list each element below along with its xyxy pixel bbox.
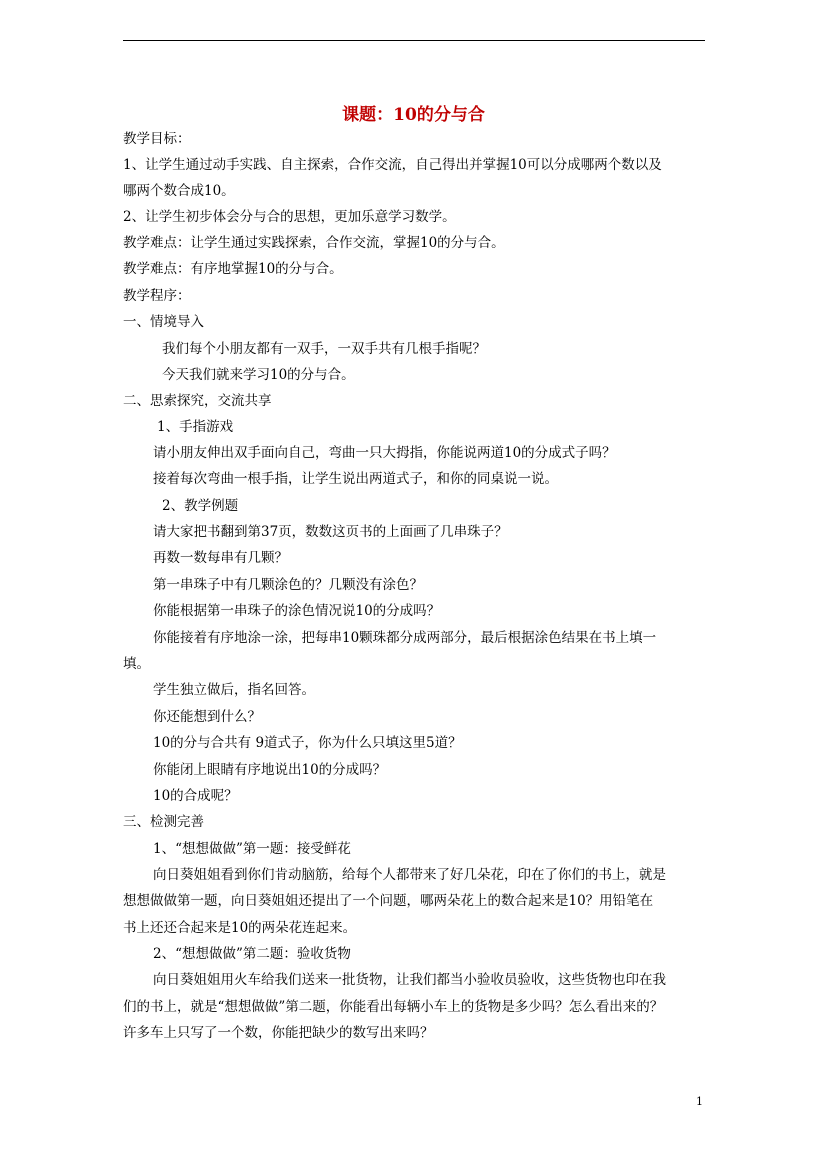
text-line: 我们每个小朋友都有一双手，一双手共有几根手指呢？ bbox=[162, 341, 486, 357]
text-line: 学生独立做后，指名回答。 bbox=[153, 682, 315, 698]
section-heading: 一、情境导入 bbox=[123, 314, 204, 330]
text-line: 填。 bbox=[123, 656, 150, 672]
page-number: 1 bbox=[696, 1095, 703, 1108]
subsection-heading: 1、“想想做做”第一题：接受鲜花 bbox=[153, 841, 351, 857]
text-line: 请大家把书翻到第37页，数数这页书的上面画了几串珠子？ bbox=[153, 524, 508, 540]
text-line: 教学难点：有序地掌握10的分与合。 bbox=[123, 261, 343, 277]
text-line: 哪两个数合成10。 bbox=[123, 183, 235, 199]
text-line: 你能接着有序地涂一涂，把每串10颗珠都分成两部分，最后根据涂色结果在书上填一 bbox=[153, 630, 657, 646]
subsection-heading: 2、教学例题 bbox=[162, 498, 239, 514]
text-line: 第一串珠子中有几颗涂色的？几颗没有涂色？ bbox=[153, 577, 423, 593]
text-line: 教学难点：让学生通过实践探索，合作交流，掌握10的分与合。 bbox=[123, 235, 505, 251]
text-line: 们的书上，就是“想想做做”第二题，你能看出每辆小车上的货物是多少吗？怎么看出来的？ bbox=[123, 999, 664, 1015]
subsection-heading: 1、手指游戏 bbox=[157, 419, 234, 435]
subsection-heading: 2、“想想做做”第二题：验收货物 bbox=[153, 946, 351, 962]
text-line: 1、让学生通过动手实践、自主探索，合作交流，自己得出并掌握10可以分成哪两个数以及 bbox=[123, 157, 662, 173]
text-line: 你能根据第一串珠子的涂色情况说10的分成吗？ bbox=[153, 603, 441, 619]
text-line: 书上还还合起来是10的两朵花连起来。 bbox=[123, 920, 357, 936]
text-line: 你能闭上眼睛有序地说出10的分成吗？ bbox=[153, 762, 387, 778]
section-heading: 二、思索探究，交流共享 bbox=[123, 393, 272, 409]
text-line: 请小朋友伸出双手面向自己，弯曲一只大拇指，你能说两道10的分成式子吗？ bbox=[153, 445, 616, 461]
text-line: 接着每次弯曲一根手指，让学生说出两道式子，和你的同桌说一说。 bbox=[153, 471, 558, 487]
header-rule bbox=[123, 40, 705, 41]
section-heading: 三、检测完善 bbox=[123, 814, 204, 830]
text-line: 2、让学生初步体会分与合的思想，更加乐意学习数学。 bbox=[123, 209, 456, 225]
text-line: 向日葵姐姐看到你们肯动脑筋，给每个人都带来了好几朵花，印在了你们的书上，就是 bbox=[153, 867, 666, 883]
text-line: 你还能想到什么？ bbox=[153, 709, 261, 725]
text-line: 今天我们就来学习10的分与合。 bbox=[162, 367, 355, 383]
text-line: 10的分与合共有 9道式子，你为什么只填这里5道？ bbox=[153, 735, 462, 751]
text-line: 10的合成呢？ bbox=[153, 788, 238, 804]
text-line: 教学目标： bbox=[123, 131, 191, 147]
text-line: 想想做做第一题，向日葵姐姐还提出了一个问题，哪两朵花上的数合起来是10？用铅笔在 bbox=[123, 893, 654, 909]
lesson-title: 课题：10的分与合 bbox=[342, 105, 485, 125]
text-line: 教学程序： bbox=[123, 288, 191, 304]
text-line: 许多车上只写了一个数，你能把缺少的数写出来吗？ bbox=[123, 1025, 434, 1041]
text-line: 向日葵姐姐用火车给我们送来一批货物，让我们都当小验收员验收，这些货物也印在我 bbox=[153, 972, 666, 988]
text-line: 再数一数每串有几颗？ bbox=[153, 550, 288, 566]
